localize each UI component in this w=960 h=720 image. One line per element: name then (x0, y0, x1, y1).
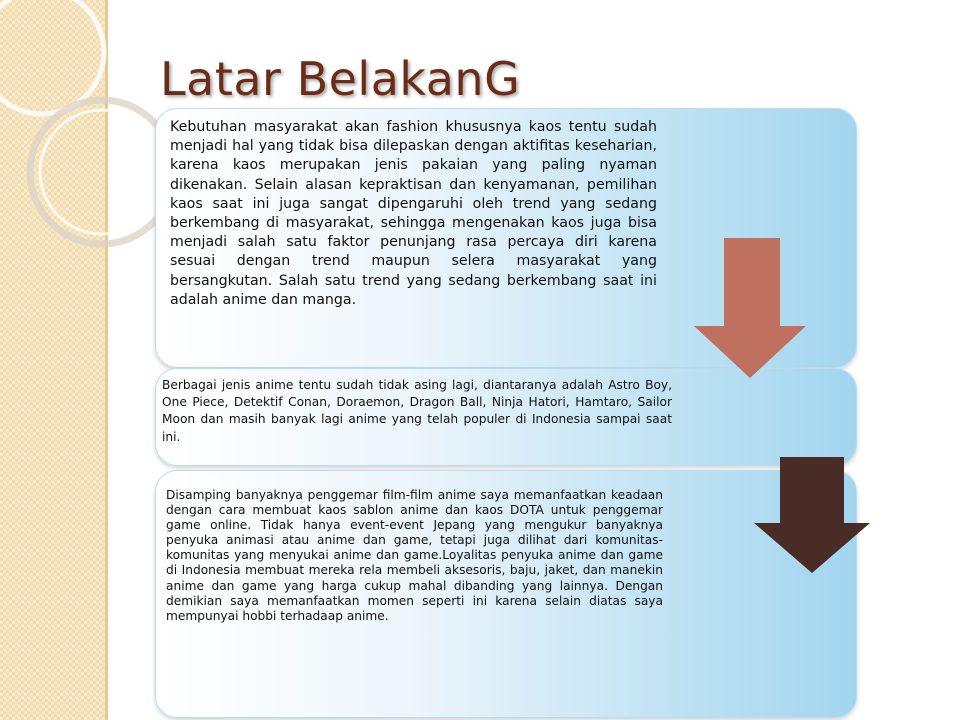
paragraph-anime-list: Berbagai jenis anime tentu sudah tidak asing lagi, diantaranya adalah Astro Boy, One Piece, Detektif Conan, Doraemon, Dragon Ball, Ninja Hatori, Hamtaro, Sailor Moon dan masih banyak lagi anime yang telah populer di Indonesia sampai saat ini. (162, 378, 672, 444)
decorative-ring-large (0, 0, 104, 114)
down-arrow-icon (752, 457, 872, 577)
paragraph-business-idea: Disamping banyaknya penggemar film-film anime saya memanfaatkan keadaan dengan cara membuat kaos sablon anime dan kaos DOTA untuk penggemar game online. Tidak hanya event-event Jepang yang mengukur banyaknya penyuka animasi atau anime dan game, tetapi juga dilihat dari komunitas-komunitas yang menyukai anime dan game.Loyalitas penyuka anime dan game di Indonesia membuat mereka rela membeli aksesoris, baju, jaket, dan manekin anime dan game yang harga cukup mahal dibanding yang lainnya. Dengan demikian saya memanfaatkan momen seperti ini karena selain diatas saya mempunyai hobbi terhadaap anime. (166, 488, 663, 623)
down-arrow-shape-1 (694, 238, 806, 378)
decorative-ring-grey (30, 100, 174, 244)
slide-title: Latar BelakanG (160, 52, 521, 106)
down-arrow-shape-2 (754, 457, 870, 573)
down-arrow-icon (690, 238, 808, 380)
decorative-ring-inner (40, 110, 164, 234)
paragraph-fashion-background: Kebutuhan masyarakat akan fashion khususnya kaos tentu sudah menjadi hal yang tidak bisa dilepaskan dengan aktifitas keseharian, karena kaos merupakan jenis pakaian yang paling nyaman dikenakan. Selain alasan kepraktisan dan kenyamanan, pemilihan kaos saat ini juga sangat dipengaruhi oleh trend yang sedang berkembang di masyarakat, sehingga mengenakan kaos juga bisa menjadi salah satu faktor penunjang rasa percaya diri karena sesuai dengan trend maupun selera masyarakat yang bersangkutan. Salah satu trend yang sedang berkembang saat ini adalah anime dan manga. (170, 119, 657, 308)
